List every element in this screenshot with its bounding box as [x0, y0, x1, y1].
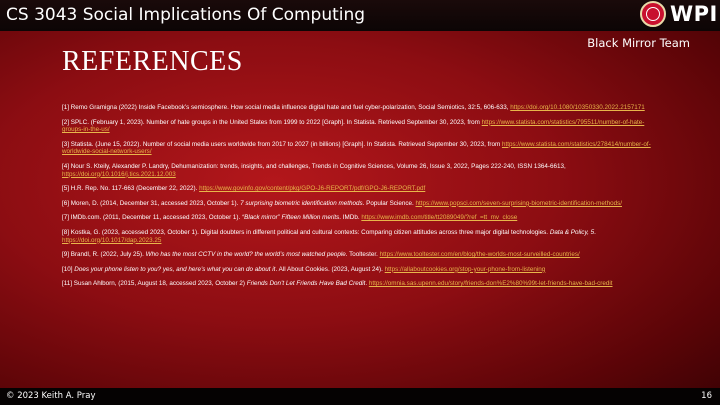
reference-item: [3] Statista. (June 15, 2022). Number of social media users worldwide from 2017 to 2027 (in billions) [Graph]. In Statista. Retrieved September 30, 2023, from https://www.statista.com/statistics/278414/number-of-worldwide-social-network-users/: [62, 140, 651, 156]
logo-text: WPI: [670, 2, 718, 26]
reference-item: [4] Nour S. Kteily, Alexander P. Landry, Dehumanization: trends, insights, and challenges, Trends in Cognitive Sciences, Volume 26, Issue 3, 2022, Pages 222-240, ISSN 1364-6613, https://doi.org/10.1016/j.tics.2021.12.003: [62, 162, 566, 178]
reference-item: [7] IMDb.com. (2011, December 11, accessed 2023, October 1). “Black mirror” Fifteen Million merits. IMDb. https://www.imdb.com/title/tt2089049/?ref_=tt_mv_close: [62, 214, 518, 222]
slide-title: REFERENCES: [62, 46, 243, 77]
course-title: CS 3043 Social Implications Of Computing: [6, 5, 366, 25]
reference-link[interactable]: https://doi.org/10.1016/j.tics.2021.12.003: [62, 170, 176, 178]
reference-item: [10] Does your phone listen to you? yes, and here’s what you can do about it. All About Cookies. (2023, August 24). https://allaboutcookies.org/stop-your-phone-from-listening: [62, 265, 546, 273]
header-bar: [0, 0, 720, 31]
reference-link[interactable]: https://omnia.sas.upenn.edu/story/friends-don%E2%80%99t-let-friends-have-bad-credit: [368, 280, 613, 288]
reference-link[interactable]: https://www.tooltester.com/en/blog/the-worlds-most-surveilled-countries/: [379, 251, 580, 259]
reference-link[interactable]: https://www.govinfo.gov/content/pkg/GPO-J6-REPORT/pdf/GPO-J6-REPORT.pdf: [199, 185, 426, 193]
reference-item: [5] H.R. Rep. No. 117-663 (December 22, 2022). https://www.govinfo.gov/content/pkg/GPO-J6-REPORT/pdf/GPO-J6-REPORT.pdf: [62, 185, 426, 193]
reference-item: [9] Brandl, R. (2022, July 25). Who has the most CCTV in the world? the world’s most watched people. Tooltester. https://www.tooltester.com/en/blog/the-worlds-most-surveilled-countries/: [62, 251, 580, 259]
page-number: 16: [701, 391, 712, 401]
reference-item: [2] SPLC. (February 1, 2023). Number of hate groups in the United States from 1999 to 2022 [Graph]. In Statista. Retrieved September 30, 2023, from https://www.statista.com/statistics/795511/number-of-hate-groups-in-the-us/: [62, 118, 645, 134]
reference-link[interactable]: https://doi.org/10.1017/dap.2023.25: [62, 236, 162, 244]
wpi-logo: [640, 1, 718, 27]
reference-item: [6] Moren, D. (2014, December 31, accessed 2023, October 1). 7 surprising biometric identification methods. Popular Science. https://www.popsci.com/seven-surprising-biometric-identification-methods/: [62, 199, 622, 207]
team-name: Black Mirror Team: [587, 36, 690, 50]
reference-item: [11] Susan Ahlborn, (2015, August 18, accessed 2023, October 2) Friends Don’t Let Friends Have Bad Credit. https://omnia.sas.upenn.edu/story/friends-don%E2%80%99t-let-friends-have-bad-credit: [62, 280, 613, 288]
references-list: [62, 104, 660, 295]
reference-link[interactable]: https://www.statista.com/statistics/795511/number-of-hate-groups-in-the-us/: [62, 118, 645, 134]
reference-link[interactable]: https://allaboutcookies.org/stop-your-phone-from-listening: [384, 265, 546, 273]
reference-item: [8] Kostka, G. (2023, accessed 2023, October 1). Digital doubters in different political and cultural contexts: Comparing citizen attitudes across three major digital technologies. Data & Policy, 5. https://doi.org/10.1017/dap.2023.25: [62, 228, 596, 244]
reference-item: [1] Remo Gramigna (2022) Inside Facebook’s semiosphere. How social media influence digital hate and fuel cyber-polarization, Social Semiotics, 32:5, 606-633, https://doi.org/10.1080/10350330.2022.2157171: [62, 104, 645, 111]
wpi-seal-icon: [640, 1, 666, 27]
reference-link[interactable]: https://doi.org/10.1080/10350330.2022.2157171: [510, 104, 645, 111]
copyright: © 2023 Keith A. Pray: [6, 391, 96, 401]
reference-link[interactable]: https://www.statista.com/statistics/278414/number-of-worldwide-social-network-users/: [62, 140, 651, 156]
reference-link[interactable]: https://www.popsci.com/seven-surprising-biometric-identification-methods/: [415, 199, 622, 207]
footer-bar: [0, 388, 720, 405]
reference-link[interactable]: https://www.imdb.com/title/tt2089049/?ref_=tt_mv_close: [361, 214, 518, 222]
